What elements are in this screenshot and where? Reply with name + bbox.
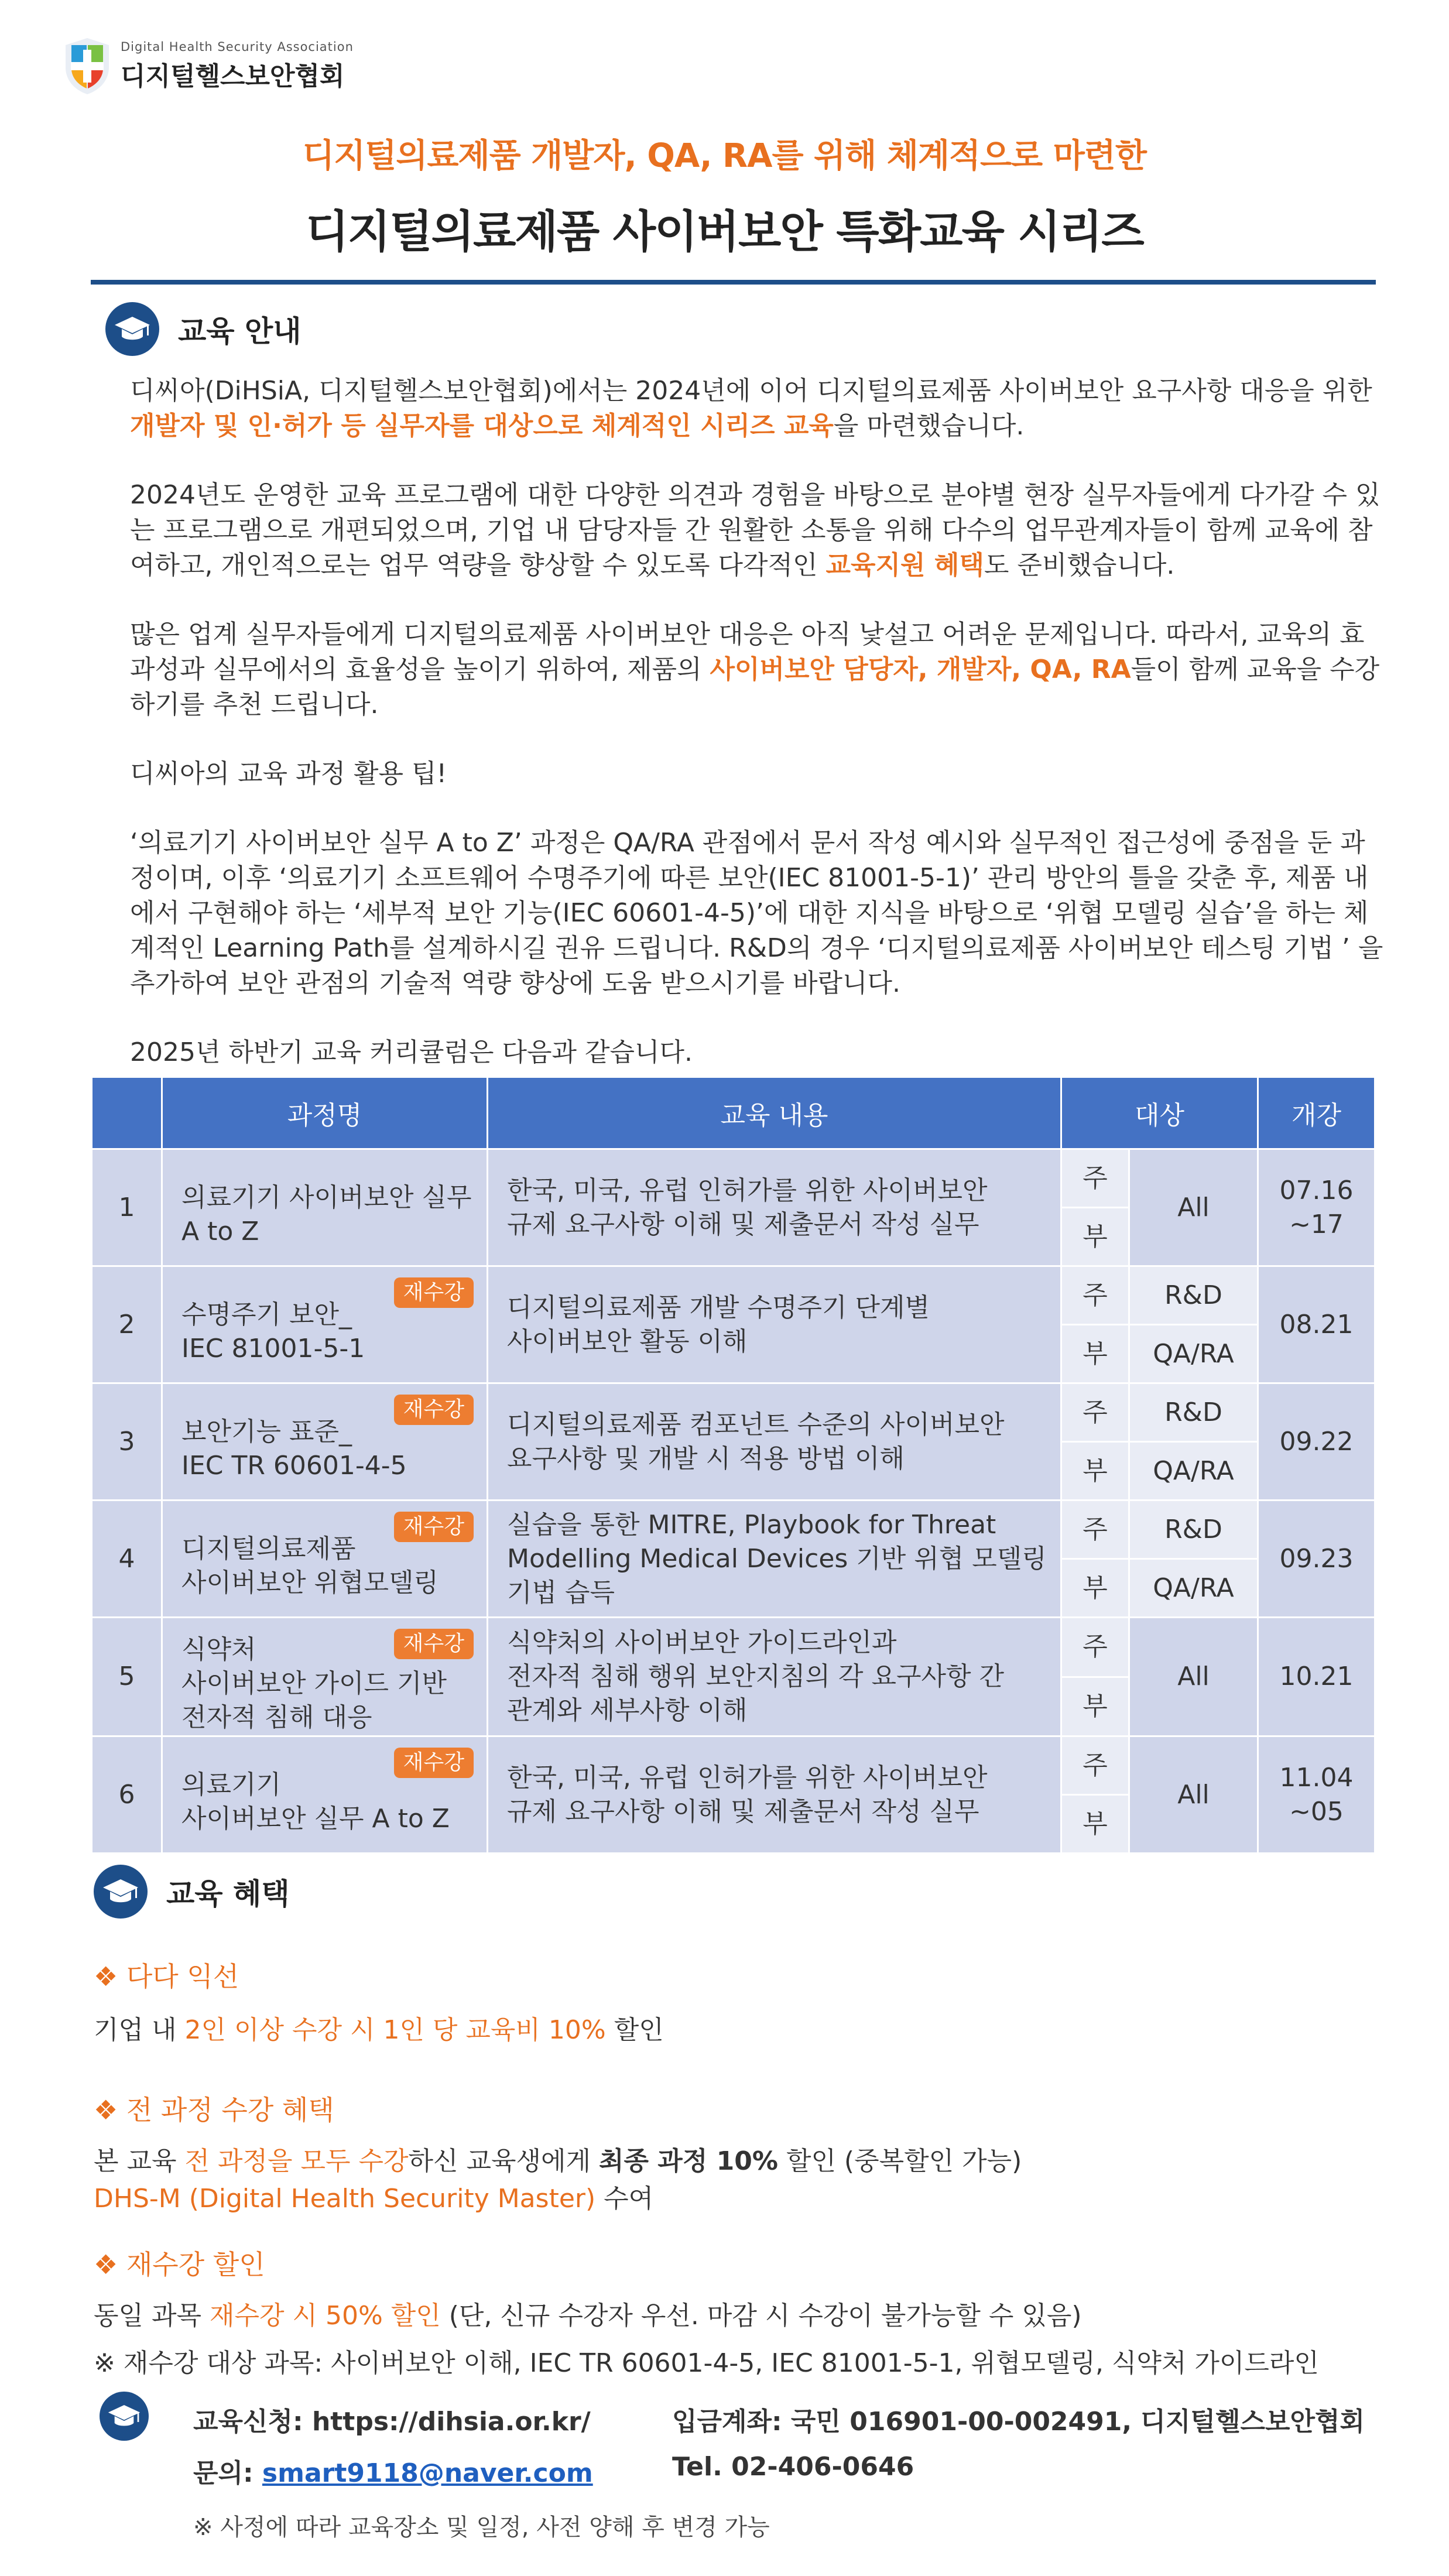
table-row (92, 1618, 1375, 1677)
row-number: 4 (92, 1501, 162, 1618)
footer-note: ※ 사정에 따라 교육장소 및 일정, 사전 양해 후 변경 가능 (193, 2514, 770, 2541)
course-start-date: 07.16 ~17 (1258, 1149, 1375, 1266)
course-name-text: 수명주기 보안_ IEC 81001-5-1 (181, 1299, 365, 1364)
benefit-1-text (94, 2012, 664, 2049)
benefit-3-prefix: 동일 과목 (94, 2301, 210, 2331)
curriculum-table (91, 1076, 1376, 1854)
target-main-label: 주 (1061, 1149, 1129, 1208)
retake-badge: 재수강 (394, 1748, 474, 1778)
target-main-label: 주 (1061, 1266, 1129, 1325)
course-start-date: 09.23 (1258, 1501, 1375, 1618)
course-name (162, 1501, 488, 1618)
intro-paragraph-6: 2025년 하반기 교육 커리큘럼은 다음과 같습니다. (130, 1037, 693, 1067)
table-row (92, 1501, 1375, 1559)
course-start-date: 09.22 (1258, 1383, 1375, 1501)
target-main-value: R&D (1129, 1501, 1258, 1559)
benefit-2-master-title: DHS-M (Digital Health Security Master) (94, 2184, 596, 2214)
benefit-2-text (94, 2143, 1022, 2218)
benefit-1-suffix: 할인 (605, 2015, 664, 2045)
target-sub-label: 부 (1061, 1559, 1129, 1618)
course-start-date: 10.21 (1258, 1618, 1375, 1736)
course-name (162, 1266, 488, 1383)
target-main-label: 주 (1061, 1618, 1129, 1677)
table-row (92, 1266, 1375, 1325)
header-content: 교육 내용 (488, 1077, 1061, 1149)
target-sub-label: 부 (1061, 1795, 1129, 1854)
intro-p2-tail: 도 준비했습니다. (984, 550, 1175, 580)
apply-link[interactable]: https://dihsia.or.kr/ (311, 2407, 591, 2437)
contact-email-link[interactable]: smart9118@naver.com (262, 2458, 593, 2488)
course-name-text: 보안기능 표준_ IEC TR 60601-4-5 (181, 1416, 407, 1481)
intro-text (130, 374, 1389, 1070)
row-number: 1 (92, 1149, 162, 1266)
benefit-3-text (94, 2297, 1082, 2335)
row-number: 3 (92, 1383, 162, 1501)
course-content: 식약처의 사이버보안 가이드라인과 전자적 침해 행위 보안지침의 각 요구사항 간 관계와 세부사항 이해 (488, 1618, 1061, 1736)
header-no (92, 1077, 162, 1149)
target-main-label: 주 (1061, 1736, 1129, 1795)
intro-p3-tail: 들이 함께 교육을 수강하기를 추천 드립니다. (130, 655, 1380, 720)
course-name-text: 디지털의료제품 사이버보안 위협모델링 (181, 1533, 439, 1598)
apply-label: 교육신청: (193, 2407, 312, 2437)
course-content: 디지털의료제품 개발 수명주기 단계별 사이버보안 활동 이해 (488, 1266, 1061, 1383)
course-content: 한국, 미국, 유럽 인허가를 위한 사이버보안 규제 요구사항 이해 및 제출문서 작성 실무 (488, 1149, 1061, 1266)
course-name-text: 의료기기 사이버보안 실무 A to Z (181, 1769, 450, 1834)
target-sub-label: 부 (1061, 1325, 1129, 1383)
course-start-date: 08.21 (1258, 1266, 1375, 1383)
curriculum-table-body (92, 1149, 1375, 1854)
target-sub-label: 부 (1061, 1677, 1129, 1736)
table-header-row (92, 1077, 1375, 1149)
contact-label: 문의: (193, 2458, 262, 2488)
course-name (162, 1618, 488, 1736)
course-name (162, 1149, 488, 1266)
benefit-2-mid: 하신 교육생에게 (408, 2146, 599, 2176)
association-logo (63, 34, 354, 98)
intro-p1-highlight: 개발자 및 인·허가 등 실무자를 대상으로 체계적인 시리즈 교육 (130, 411, 834, 441)
guide-heading: 교육 안내 (178, 314, 302, 348)
course-start-date: 11.04 ~05 (1258, 1736, 1375, 1854)
retake-badge: 재수강 (394, 1395, 474, 1425)
course-content: 한국, 미국, 유럽 인허가를 위한 사이버보안 규제 요구사항 이해 및 제출문서 작성 실무 (488, 1736, 1061, 1854)
logo-org-ko: 디지털헬스보안협회 (121, 61, 345, 91)
retake-badge: 재수강 (394, 1512, 474, 1542)
target-sub-label: 부 (1061, 1442, 1129, 1501)
table-row (92, 1149, 1375, 1208)
intro-p3-highlight: 사이버보안 담당자, 개발자, QA, RA (710, 655, 1131, 684)
intro-p1-text: 디씨아(DiHSiA, 디지털헬스보안협회)에서는 2024년에 이어 디지털의료제품 사이버보안 요구사항 대응을 위한 (130, 376, 1372, 406)
benefit-3-suffix: (단, 신규 수강자 우선. 마감 시 수강이 불가능할 수 있음) (440, 2301, 1082, 2331)
target-all: All (1129, 1736, 1258, 1854)
row-number: 2 (92, 1266, 162, 1383)
graduation-cap-icon (100, 2392, 149, 2441)
target-main-value: R&D (1129, 1266, 1258, 1325)
target-sub-label: 부 (1061, 1208, 1129, 1266)
benefit-3-note: ※ 재수강 대상 과목: 사이버보안 이해, IEC TR 60601-4-5, IEC 81001-5-1, 위협모델링, 식약처 가이드라인 (94, 2348, 1319, 2378)
benefit-3-title: ❖ 재수강 할인 (94, 2249, 265, 2280)
course-name (162, 1736, 488, 1854)
benefit-2-suffix: 할인 (중복할인 가능) (777, 2146, 1022, 2176)
benefits-section-header (94, 1865, 290, 1919)
target-main-label: 주 (1061, 1501, 1129, 1559)
benefit-2-title: ❖ 전 과정 수강 혜택 (94, 2094, 334, 2126)
intro-p1-tail: 을 마련했습니다. (833, 411, 1025, 441)
benefit-1-highlight: 2인 이상 수강 시 1인 당 교육비 10% (184, 2015, 606, 2045)
target-main-value: R&D (1129, 1383, 1258, 1442)
benefit-2-highlight-2: 최종 과정 10% (598, 2146, 778, 2176)
apply-info (193, 2400, 591, 2438)
intro-paragraph-4: 디씨아의 교육 과정 활용 팁! (130, 759, 447, 789)
header-start-date: 개강 (1258, 1077, 1375, 1149)
benefit-2-prefix: 본 교육 (94, 2146, 185, 2176)
row-number: 6 (92, 1736, 162, 1854)
benefit-1-prefix: 기업 내 (94, 2015, 185, 2045)
graduation-cap-icon (94, 1865, 148, 1919)
logo-org-en: Digital Health Security Association (121, 40, 354, 54)
phone-number: Tel. 02-406-0646 (672, 2452, 914, 2482)
course-name-text: 의료기기 사이버보안 실무 A to Z (181, 1182, 472, 1246)
intro-p2-highlight: 교육지원 혜택 (825, 550, 984, 580)
intro-paragraph-3 (130, 617, 1389, 722)
intro-paragraph-2 (130, 478, 1389, 583)
course-content: 디지털의료제품 컴포넌트 수준의 사이버보안 요구사항 및 개발 시 적용 방법 이해 (488, 1383, 1061, 1501)
benefit-2-highlight-1: 전 과정을 모두 수강 (184, 2146, 409, 2176)
retake-badge: 재수강 (394, 1277, 474, 1308)
course-content: 실습을 통한 MITRE, Playbook for Threat Modelling Medical Devices 기반 위협 모델링 기법 습득 (488, 1501, 1061, 1618)
row-number: 5 (92, 1618, 162, 1736)
retake-badge: 재수강 (394, 1629, 474, 1659)
benefit-1-title: ❖ 다다 익선 (94, 1961, 239, 1992)
headline: 디지털의료제품 개발자, QA, RA를 위해 체계적으로 마련한 (303, 137, 1146, 175)
page-title: 디지털의료제품 사이버보안 특화교육 시리즈 (306, 205, 1143, 258)
course-name (162, 1383, 488, 1501)
table-row (92, 1736, 1375, 1795)
intro-paragraph-1 (130, 374, 1389, 444)
guide-section-header (105, 302, 302, 356)
target-main-label: 주 (1061, 1383, 1129, 1442)
intro-paragraph-5: ‘의료기기 사이버보안 실무 A to Z’ 과정은 QA/RA 관점에서 문서 작성 예시와 실무적인 접근성에 중점을 둔 과정이며, 이후 ‘의료기기 소프트웨어 수명주기에 따른 보안(IEC 81001-5-1)’ 관리 방안의 틀을 갖춘 후, 제품 내에서 구현해야 하는 ‘세부적 보안 기능(IEC 60601-4-5)’에 대한 지식을 바탕으로 ‘위협 모델링 실습’을 하는 체계적인 Learning Path를 설계하시길 권유 드립니다. R&D의 경우 ‘디지털의료제품 사이버보안 테스팅 기법 ’ 을 추가하여 보안 관점의 기술적 역량 향상에 도움 받으시기를 바랍니다. (130, 828, 1383, 998)
title-divider (91, 280, 1376, 285)
graduation-cap-icon (105, 302, 159, 356)
benefit-2-award: 수여 (595, 2184, 654, 2214)
benefits-heading: 교육 혜택 (166, 1877, 290, 1911)
table-row (92, 1383, 1375, 1442)
target-sub-value: QA/RA (1129, 1559, 1258, 1618)
course-name-text: 식약처 사이버보안 가이드 기반 전자적 침해 대응 (181, 1635, 447, 1732)
target-sub-value: QA/RA (1129, 1325, 1258, 1383)
target-all: All (1129, 1618, 1258, 1736)
header-course-name: 과정명 (162, 1077, 488, 1149)
target-all: All (1129, 1149, 1258, 1266)
shield-cross-logo-icon (63, 37, 111, 95)
contact-info (193, 2452, 593, 2489)
header-target: 대상 (1061, 1077, 1258, 1149)
benefit-3-highlight: 재수강 시 50% 할인 (210, 2301, 441, 2331)
bank-account: 입금계좌: 국민 016901-00-002491, 디지털헬스보안협회 (672, 2407, 1365, 2437)
intro-p3-text: 많은 업계 실무자들에게 디지털의료제품 사이버보안 대응은 아직 낯설고 어려운 문제입니다. 따라서, 교육의 효과성과 실무에서의 효율성을 높이기 위하여, 제품의 (130, 619, 1365, 684)
target-sub-value: QA/RA (1129, 1442, 1258, 1501)
intro-p2-text: 2024년도 운영한 교육 프로그램에 대한 다양한 의견과 경험을 바탕으로 분야별 현장 실무자들에게 다가갈 수 있는 프로그램으로 개편되었으며, 기업 내 담당자들 간 원활한 소통을 위해 다수의 업무관계자들이 함께 교육에 참여하고, 개인적으로는 업무 역량을 향상할 수 있도록 다각적인 (130, 480, 1381, 580)
